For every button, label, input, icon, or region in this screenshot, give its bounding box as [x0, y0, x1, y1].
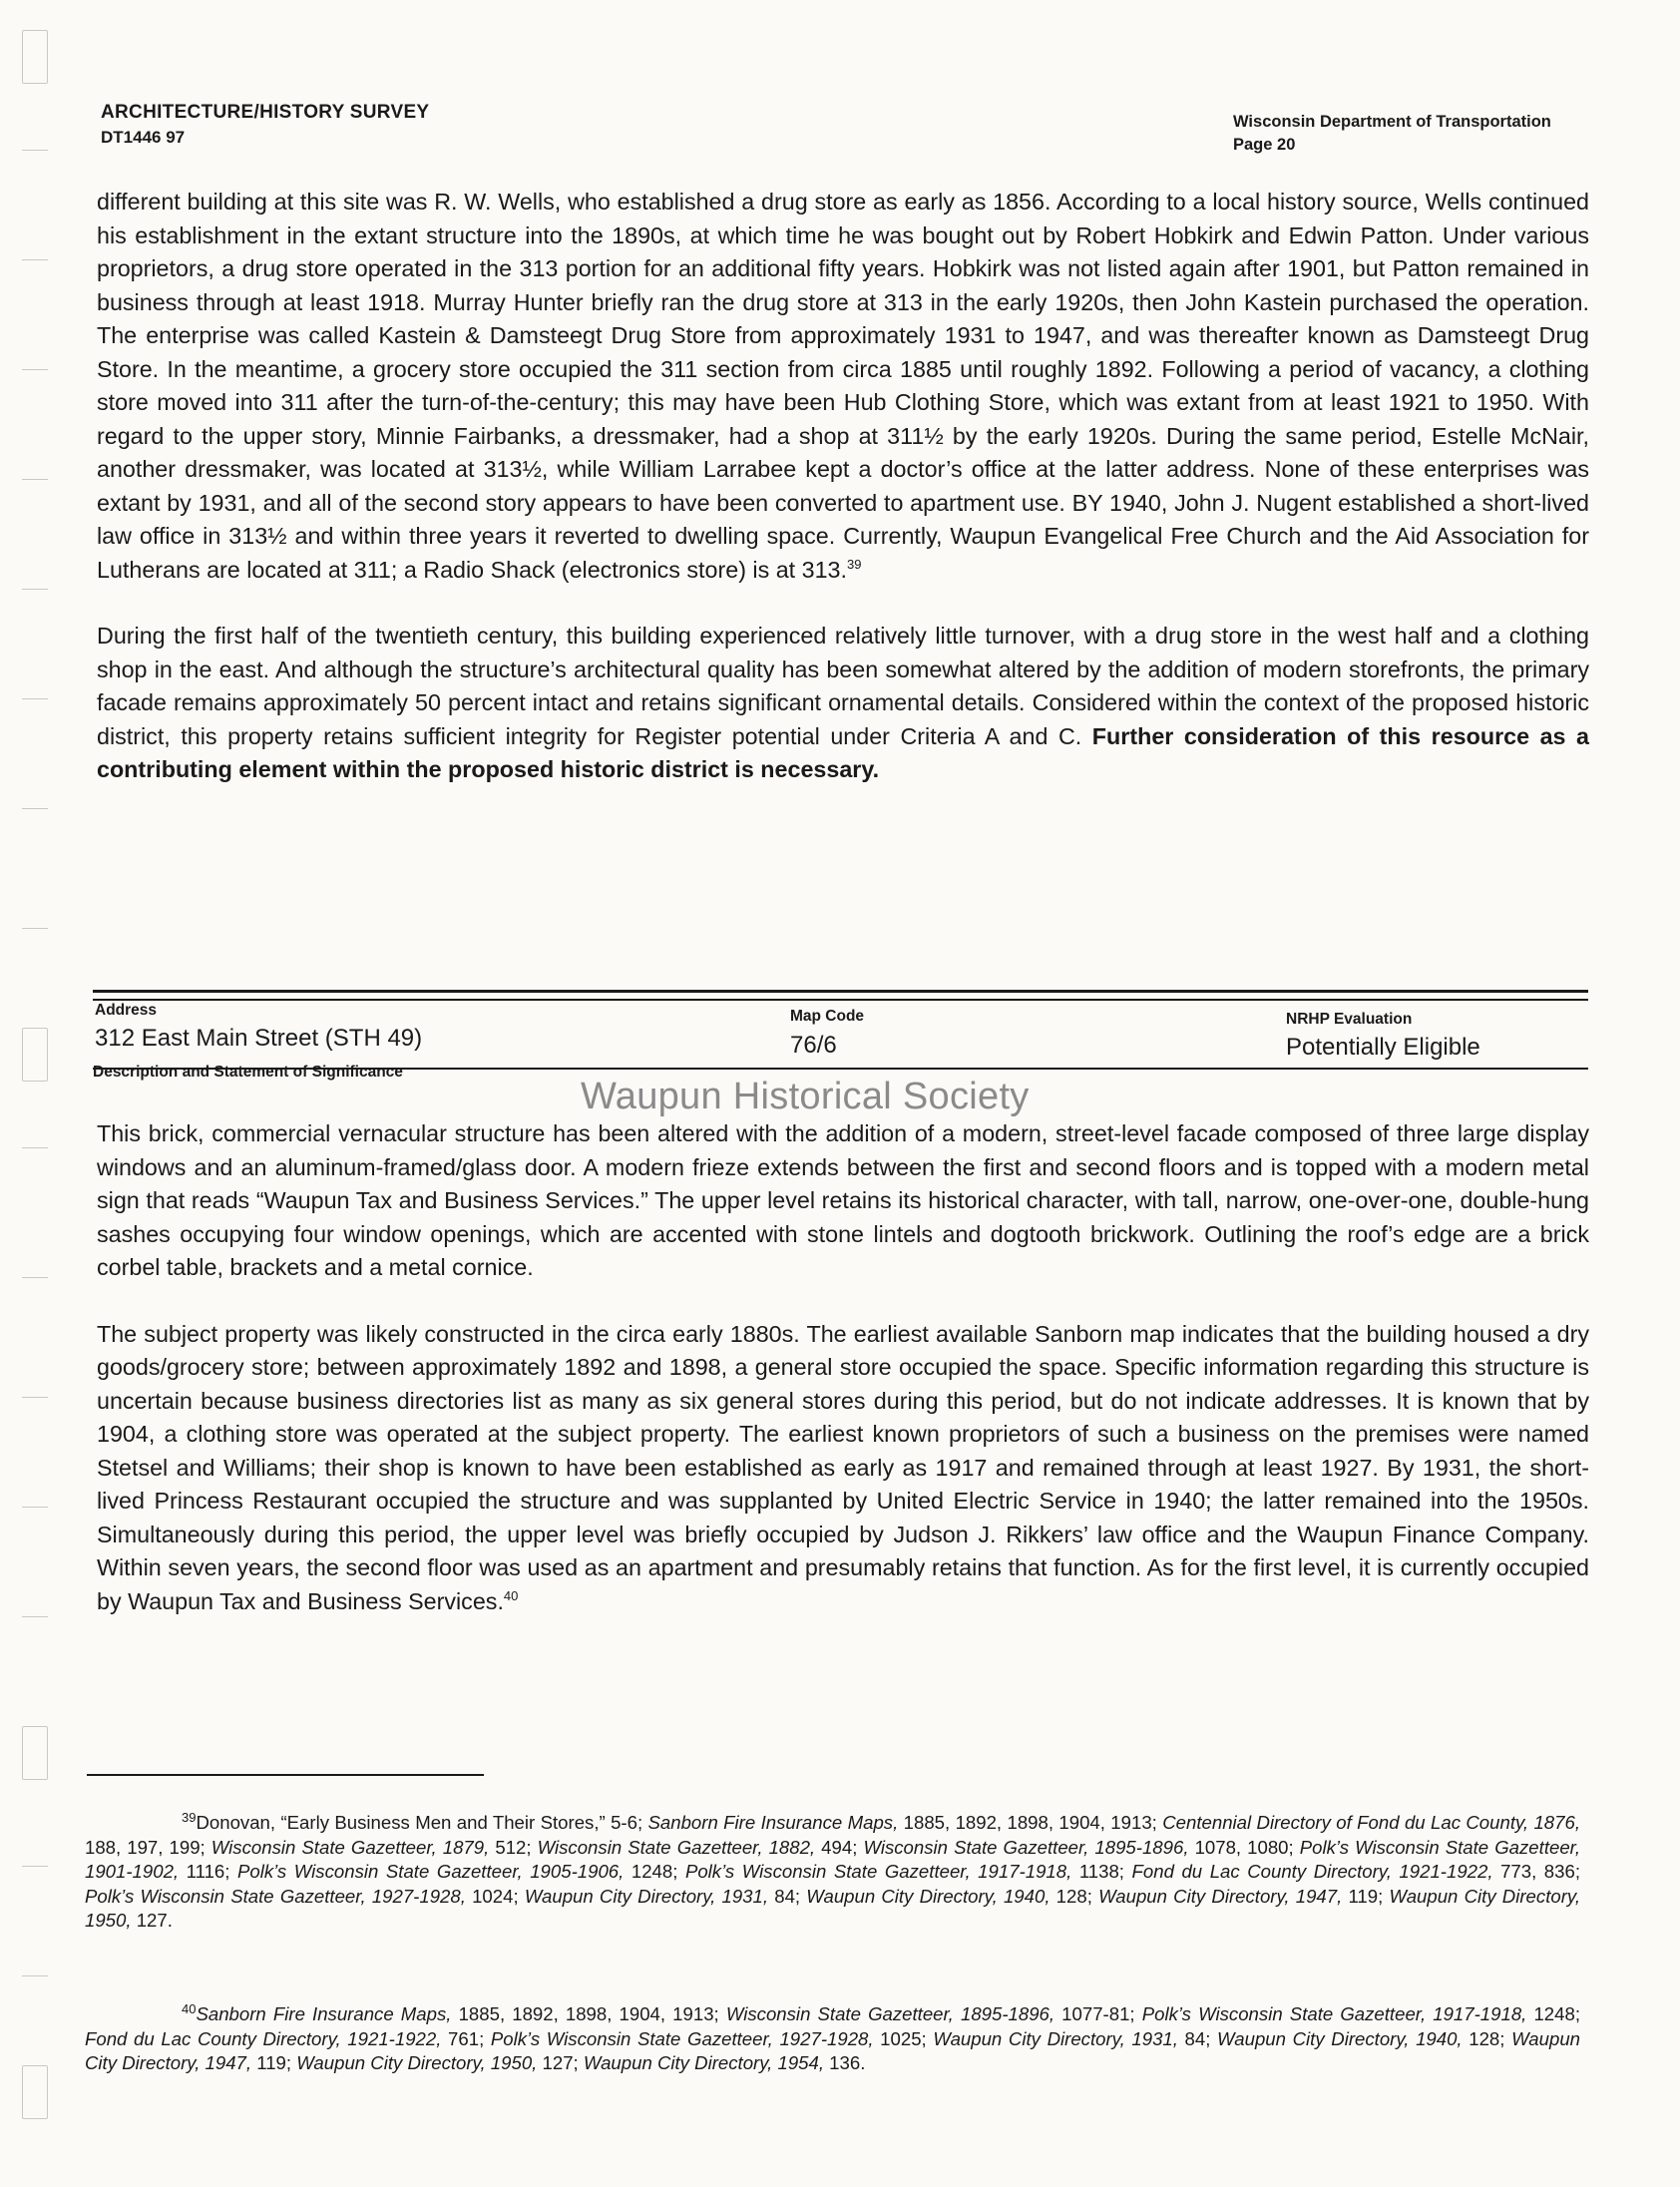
- binder-tab: [22, 30, 48, 84]
- citation-detail: 1025;: [873, 2027, 934, 2049]
- margin-tick: [22, 1397, 48, 1398]
- margin-tick: [22, 1147, 48, 1148]
- margin-tick: [22, 808, 48, 809]
- citation-title: Wisconsin State Gazetteer, 1879,: [210, 1836, 490, 1858]
- citation-title: Polk’s Wisconsin State Gazetteer, 1917-1918,: [684, 1861, 1072, 1882]
- citation-title: Polk’s Wisconsin State Gazetteer, 1927-1928,: [490, 2027, 874, 2049]
- footnote-rule: [87, 1774, 484, 1776]
- citation-detail: Donovan, “Early Business Men and Their Stores,” 5-6;: [196, 1812, 648, 1833]
- citation-title: Wisconsin State Gazetteer, 1895-1896,: [863, 1836, 1189, 1858]
- address-label: Address: [95, 1002, 158, 1019]
- margin-tick: [22, 1507, 48, 1508]
- margin-tick: [22, 1277, 48, 1278]
- citation-title: Waupun City Directory, 1931,: [933, 2027, 1178, 2049]
- margin-tick: [22, 1866, 48, 1867]
- binder-tab: [22, 1726, 48, 1780]
- citation-title: Wisconsin State Gazetteer, 1882,: [537, 1836, 816, 1858]
- citation-title: Waupun City Directory, 1947,: [85, 2027, 1580, 2073]
- footnote-number: 39: [182, 1809, 197, 1825]
- map-code-value: 76/6: [790, 1032, 837, 1059]
- footnote-number: 40: [182, 2000, 197, 2016]
- description-section: [97, 1117, 1589, 1618]
- page-header-left: [101, 102, 429, 148]
- citation-detail: 1248;: [1526, 2003, 1580, 2024]
- margin-tick: [22, 259, 48, 260]
- citation-title: Waupun City Directory, 1931,: [524, 1885, 769, 1907]
- binder-margin: [22, 30, 52, 2155]
- binder-tab: [22, 1028, 48, 1082]
- address-value: 312 East Main Street (STH 49): [95, 1025, 423, 1052]
- nrhp-label: NRHP Evaluation: [1286, 1011, 1413, 1028]
- citation-detail: 1138;: [1071, 1861, 1132, 1882]
- citation-detail: 494;: [815, 1836, 864, 1858]
- footnote-text: [85, 1809, 1580, 1931]
- citation-detail: 761;: [441, 2027, 491, 2049]
- map-code-label: Map Code: [790, 1008, 865, 1025]
- binder-tab: [22, 2065, 48, 2119]
- citation-detail: 84;: [768, 1885, 807, 1907]
- evaluation-paragraph: During the first half of the twentieth century, this building experienced relatively little turnover, with a drug store in the west half and a clothing shop in the east. And although the structure’s architectural quality has been somewhat altered by the addition of modern storefronts, the primary facade remains approximately 50 percent intact and retains significant ornamental details. Considered within the context of the proposed historic district, this property retains sufficient integrity for Register potential under Criteria A and C. Further consideration of this resource as a contributing element within the proposed historic district is necessary.: [97, 623, 1589, 782]
- margin-tick: [22, 928, 48, 929]
- footnote-ref: 39: [846, 556, 862, 572]
- citation-title: Wisconsin State Gazetteer, 1895-1896,: [725, 2003, 1055, 2024]
- footnote-40: [85, 2002, 1580, 2076]
- citation-detail: 1248;: [624, 1861, 685, 1882]
- citation-title: Waupun City Directory, 1947,: [1098, 1885, 1343, 1907]
- citation-title: Sanborn Fire Insurance Maps,: [647, 1812, 899, 1833]
- description-label: Description and Statement of Significance: [93, 1064, 403, 1081]
- citation-detail: 1077-81;: [1054, 2003, 1142, 2024]
- entry-rule: [93, 999, 1588, 1001]
- citation-detail: 119;: [1342, 1885, 1390, 1907]
- citation-detail: 128;: [1462, 2027, 1512, 2049]
- margin-tick: [22, 698, 48, 699]
- citation-title: Sanborn Fire Insurance Maps,: [196, 2003, 452, 2024]
- citation-detail: 127.: [131, 1910, 173, 1931]
- history-paragraph: The subject property was likely constructed in the circa early 1880s. The earliest available Sanborn map indicates that the building housed a dry goods/grocery store; between approximately 1892 and 1898, a general store occupied the space. Specific information regarding this structure is uncertain because business directories list as many as six general stores during this period, but do not indicate addresses. It is known that by 1904, a clothing store was operated at the subject property. The earliest known proprietors of such a business on the premises were named Stetsel and Williams; their shop is known to have been established as early as 1917 and remained through at least 1927. By 1931, the short-lived Princess Restaurant occupied the structure and was supplanted by United Electric Service in 1940; the latter remained into the 1950s. Simultaneously during this period, the upper level was briefly occupied by Judson J. Rikkers’ law office and the Waupun Finance Company. Within seven years, the second floor was used as an apartment and presumably retains that function. As for the first level, it is currently occupied by Waupun Tax and Business Services.$^{40}$: [97, 1320, 1589, 1614]
- description-paragraph: This brick, commercial vernacular structure has been altered with the addition of a modern, street-level facade composed of three large display windows and an aluminum-framed/glass door. A modern frieze extends between the first and second floors and is topped with a modern metal sign that reads “Waupun Tax and Business Services.” The upper level retains its historical character, with tall, narrow, one-over-one, double-hung sashes occupying four window openings, which are accented with stone lintels and dogtooth brickwork. Outlining the roof’s edge are a brick corbel table, brackets and a metal cornice.: [97, 1120, 1589, 1280]
- margin-tick: [22, 589, 48, 590]
- survey-code: DT1446 97: [101, 128, 186, 147]
- citation-detail: 128;: [1050, 1885, 1099, 1907]
- citation-detail: 136.: [824, 2052, 866, 2073]
- citation-title: Waupun City Directory, 1940,: [1217, 2027, 1463, 2049]
- citation-detail: 127;: [537, 2052, 584, 2073]
- citation-title: Polk’s Wisconsin State Gazetteer, 1917-1918,: [1141, 2003, 1527, 2024]
- page-number: Page 20: [1233, 136, 1296, 154]
- entry-rule: [93, 990, 1588, 993]
- citation-detail: 188, 197, 199;: [85, 1836, 211, 1858]
- department-name: Wisconsin Department of Transportation: [1233, 113, 1551, 131]
- citation-title: Waupun City Directory, 1950,: [85, 1885, 1580, 1931]
- nrhp-value: Potentially Eligible: [1286, 1034, 1480, 1061]
- margin-tick: [22, 150, 48, 151]
- page-header-right: [1233, 113, 1551, 159]
- citation-detail: 119;: [251, 2052, 297, 2073]
- citation-title: Fond du Lac County Directory, 1921-1922,: [85, 2027, 442, 2049]
- footnote-39: [85, 1811, 1580, 1934]
- citation-detail: 773, 836;: [1492, 1861, 1580, 1882]
- citation-detail: 1078, 1080;: [1188, 1836, 1300, 1858]
- citation-detail: 84;: [1177, 2027, 1218, 2049]
- citation-detail: 1885, 1892, 1898, 1904, 1913;: [898, 1812, 1163, 1833]
- citation-title: Polk’s Wisconsin State Gazetteer, 1927-1928,: [85, 1885, 466, 1907]
- margin-tick: [22, 1616, 48, 1617]
- citation-title: Waupun City Directory, 1940,: [806, 1885, 1050, 1907]
- citation-title: Waupun City Directory, 1954,: [583, 2052, 825, 2073]
- citation-title: Waupun City Directory, 1950,: [296, 2052, 538, 2073]
- margin-tick: [22, 369, 48, 370]
- margin-tick: [22, 1975, 48, 1976]
- continued-paragraph: different building at this site was R. W. Wells, who established a drug store as early as 1856. According to a local history source, Wells continued his establishment in the extant structure into the 1890s, at which time he was bought out by Robert Hobkirk and Edwin Patton. Under various proprietors, a drug store operated in the 313 portion for an additional fifty years. Hobkirk was not listed again after 1901, but Patton remained in business through at least 1918. Murray Hunter briefly ran the drug store at 313 in the early 1920s, then John Kastein purchased the operation. The enterprise was called Kastein & Damsteegt Drug Store from approximately 1931 to 1947, and was thereafter known as Damsteegt Drug Store. In the meantime, a grocery store occupied the 311 section from circa 1885 until roughly 1892. Following a period of vacancy, a clothing store moved into 311 after the turn-of-the-century; this may have been Hub Clothing Store, which was extant from at least 1921 to 1950. With regard to the upper story, Minnie Fairbanks, a dressmaker, had a shop at 311½ by the early 1920s. During the same period, Estelle McNair, another dressmaker, was located at 313½, while William Larrabee kept a doctor’s office at the latter address. None of these enterprises was extant by 1931, and all of the second story appears to have been converted to apartment use. BY 1940, John J. Nugent established a short-lived law office in 313½ and within three years it reverted to dwelling space. Currently, Waupun Evangelical Free Church and the Aid Association for Lutherans are located at 311; a Radio Shack (electronics store) is at 313.39: [97, 189, 1589, 583]
- citation-detail: 512;: [489, 1836, 538, 1858]
- citation-title: Polk’s Wisconsin State Gazetteer, 1905-1906,: [236, 1861, 625, 1882]
- citation-detail: 1885, 1892, 1898, 1904, 1913;: [451, 2003, 726, 2024]
- citation-title: Polk’s Wisconsin State Gazetteer, 1901-1902,: [85, 1836, 1580, 1882]
- citation-detail: 1024;: [465, 1885, 525, 1907]
- continued-section: [97, 186, 1589, 787]
- citation-title: Fond du Lac County Directory, 1921-1922,: [1131, 1861, 1493, 1882]
- margin-tick: [22, 479, 48, 480]
- survey-title: ARCHITECTURE/HISTORY SURVEY: [101, 102, 430, 123]
- footnote-ref: 40: [503, 1587, 519, 1603]
- footnote-text: [85, 2000, 1580, 2073]
- recommendation-text: Further consideration of this resource as a contributing element within the proposed historic district is necessary.: [97, 722, 1589, 782]
- watermark: Waupun Historical Society: [581, 1076, 1030, 1117]
- citation-title: Centennial Directory of Fond du Lac County, 1876,: [1162, 1812, 1580, 1833]
- citation-detail: 1116;: [179, 1861, 237, 1882]
